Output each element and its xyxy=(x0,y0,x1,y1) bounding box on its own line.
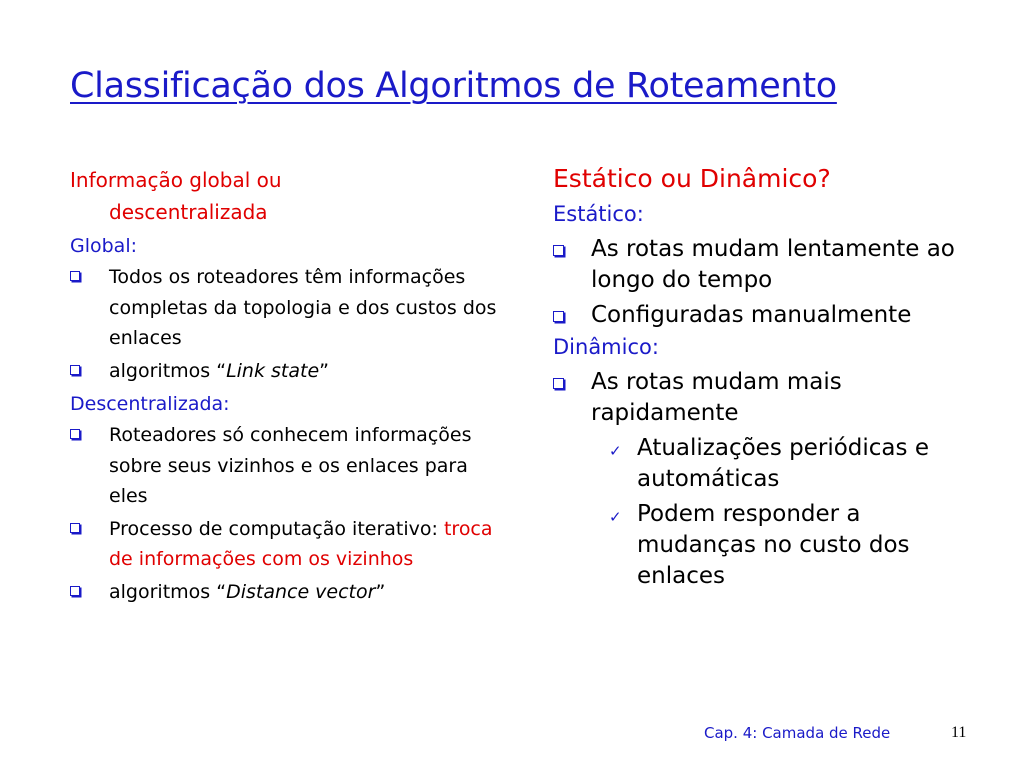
distance-vector-term: Distance vector xyxy=(226,580,376,603)
link-state-term: Link state xyxy=(226,359,320,382)
slide-title: Classificação dos Algoritmos de Roteamento xyxy=(70,66,837,106)
page-number: 11 xyxy=(951,724,967,741)
left-column xyxy=(70,164,500,607)
static-item-slow-text: As rotas mudam lentamente ao longo do tempo xyxy=(591,236,955,293)
static-item-manual-text: Configuradas manualmente xyxy=(591,302,912,328)
dynamic-label: Dinâmico: xyxy=(553,335,659,359)
global-item-complete-info-text: Todos os roteadores têm informações completas da topologia e dos custos dos enlaces xyxy=(109,266,497,349)
decentral-item-neighbors xyxy=(70,420,500,512)
decentralized-label: Descentralizada: xyxy=(70,393,230,415)
dynamic-sub-periodic-text: Atualizações periódicas e automáticas xyxy=(637,435,929,492)
square-bullet-icon xyxy=(553,311,564,322)
dynamic-sub-respond xyxy=(553,499,973,592)
square-bullet-icon xyxy=(70,586,80,596)
decentral-item-distance-vector xyxy=(70,577,500,608)
static-label: Estático: xyxy=(553,202,644,226)
checkmark-icon: ✓ xyxy=(609,442,622,460)
square-bullet-icon xyxy=(70,429,80,439)
dynamic-sub-periodic xyxy=(553,433,973,495)
left-heading-line2: descentralizada xyxy=(109,200,268,224)
right-column xyxy=(553,160,973,592)
global-item-complete-info xyxy=(70,262,500,354)
square-bullet-icon xyxy=(70,365,80,375)
square-bullet-icon xyxy=(70,271,80,281)
decentral-item-iterative-highlight: troca de informações com os vizinhos xyxy=(109,517,493,570)
dynamic-item-fast-text: As rotas mudam mais rapidamente xyxy=(591,369,842,426)
square-bullet-icon xyxy=(553,378,564,389)
global-item-link-state-post: ” xyxy=(319,359,329,382)
global-item-link-state xyxy=(70,356,500,387)
dynamic-sub-respond-text: Podem responder a mudanças no custo dos enlaces xyxy=(637,501,910,589)
footer-chapter: Cap. 4: Camada de Rede xyxy=(704,724,891,742)
decentral-item-neighbors-text: Roteadores só conhecem informações sobre seus vizinhos e os enlaces para eles xyxy=(109,424,472,507)
static-item-slow xyxy=(553,234,973,296)
right-heading: Estático ou Dinâmico? xyxy=(553,164,831,193)
decentral-item-iterative-pre: Processo de computação iterativo: xyxy=(109,517,444,540)
checkmark-icon: ✓ xyxy=(609,508,622,526)
left-heading-line1: Informação global ou xyxy=(70,168,282,192)
decentral-item-dv-post: ” xyxy=(375,580,386,603)
global-item-link-state-pre: algoritmos “ xyxy=(109,359,227,382)
static-item-manual xyxy=(553,300,973,331)
global-label: Global: xyxy=(70,235,138,257)
decentral-item-dv-pre: algoritmos “ xyxy=(109,580,227,603)
square-bullet-icon xyxy=(70,523,80,533)
left-heading xyxy=(70,164,500,228)
decentral-item-iterative xyxy=(70,514,500,575)
square-bullet-icon xyxy=(553,245,564,256)
dynamic-item-fast xyxy=(553,367,973,429)
